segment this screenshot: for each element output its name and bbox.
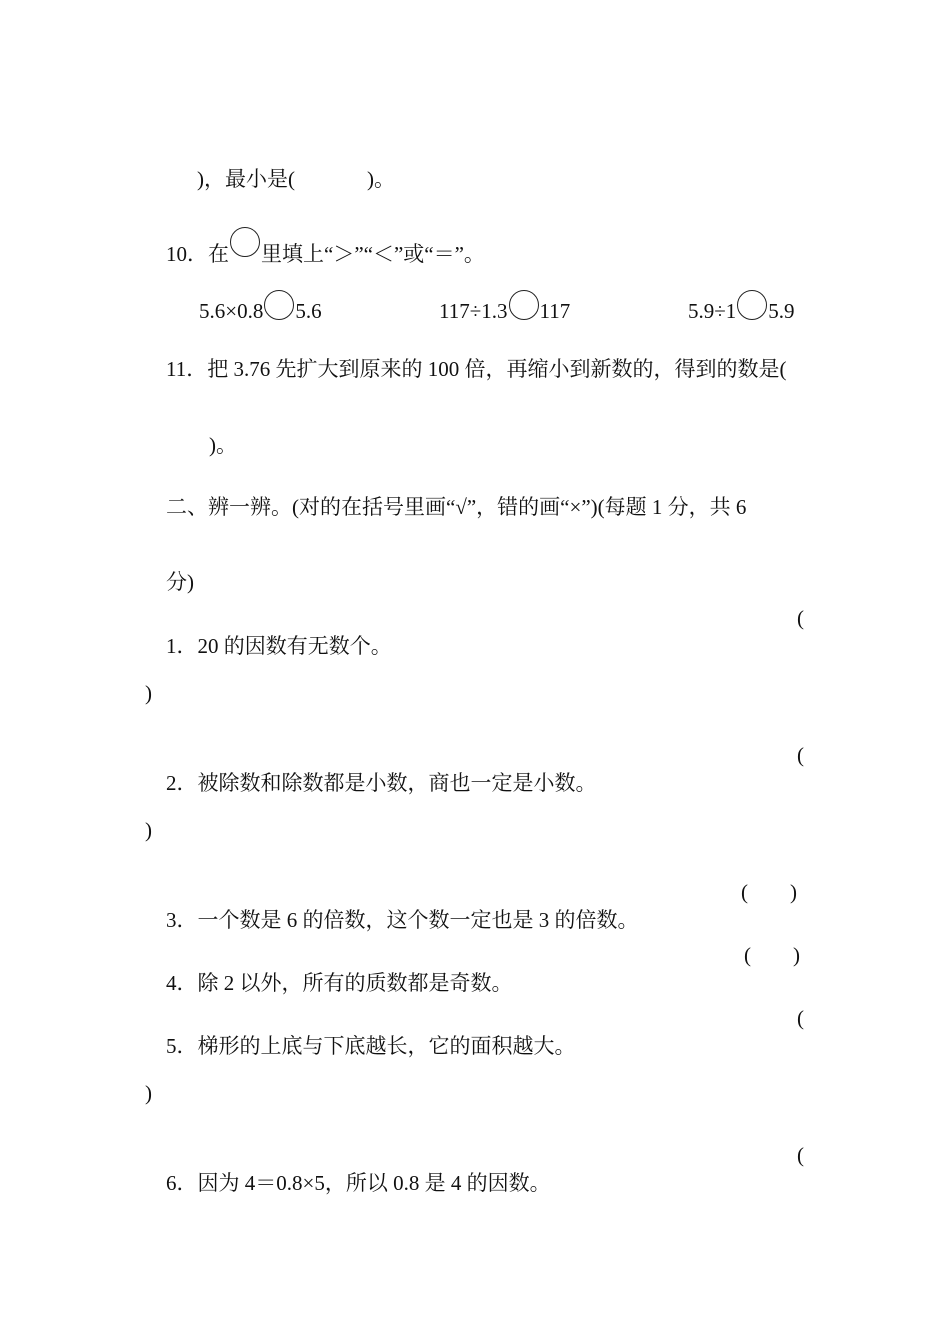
judge-item-6-text: 6．因为 4＝0.8×5，所以 0.8 是 4 的因数。 xyxy=(166,1171,551,1195)
judge-item-2-text: 2．被除数和除数都是小数，商也一定是小数。 xyxy=(166,771,597,795)
comparison-2-right: 117 xyxy=(539,299,571,323)
section-2-text: 二、辨一辨。(对的在括号里画“√”，错的画“×”)(每题 1 分，共 6 xyxy=(166,495,747,519)
answer-bracket-open[interactable]: ( xyxy=(797,743,804,767)
comparison-2-left: 117÷1.3 xyxy=(439,299,508,323)
q11-text: 11．把 3.76 先扩大到原来的 100 倍，再缩小到新数的，得到的数是( xyxy=(166,357,787,381)
judge-item-2 xyxy=(145,741,597,825)
answer-bracket-close: ) xyxy=(145,818,152,842)
q10-number: 10． xyxy=(166,242,208,266)
q9-text-b: )。 xyxy=(367,167,395,191)
judge-item-1 xyxy=(145,604,392,688)
answer-bracket-close: ) xyxy=(145,1081,152,1105)
comparison-3-left: 5.9÷1 xyxy=(688,299,737,323)
comparison-3-right: 5.9 xyxy=(768,299,795,323)
section-2-heading xyxy=(145,465,746,549)
answer-bracket-open[interactable]: ( xyxy=(797,1006,804,1030)
q10-text-pre: 在 xyxy=(208,242,229,266)
judge-item-1-text: 1．20 的因数有无数个。 xyxy=(166,634,392,658)
judge-item-6 xyxy=(145,1141,551,1225)
q10-text-post: 里填上“＞”“＜”或“＝”。 xyxy=(261,242,485,266)
compare-circle-icon[interactable] xyxy=(737,290,767,320)
comparison-1-right: 5.6 xyxy=(295,299,322,323)
q9-text-a: )，最小是( xyxy=(197,167,295,191)
judge-item-4-text: 4．除 2 以外，所有的质数都是奇数。 xyxy=(166,971,513,995)
q11-line xyxy=(145,327,786,411)
comparison-1-left: 5.6×0.8 xyxy=(199,299,264,323)
answer-bracket[interactable]: ( ) xyxy=(744,943,800,967)
judge-item-5 xyxy=(145,1004,576,1088)
q11-tail-text: )。 xyxy=(209,433,237,457)
section-2-tail-text: 分) xyxy=(166,570,194,594)
compare-circle-icon[interactable] xyxy=(509,290,539,320)
answer-bracket-open[interactable]: ( xyxy=(797,606,804,630)
compare-circle-icon xyxy=(230,227,260,257)
answer-bracket[interactable]: ( ) xyxy=(741,880,797,904)
judge-item-3-text: 3．一个数是 6 的倍数，这个数一定也是 3 的倍数。 xyxy=(166,908,639,932)
answer-bracket-close: ) xyxy=(145,681,152,705)
answer-bracket-open[interactable]: ( xyxy=(797,1143,804,1167)
judge-item-5-text: 5．梯形的上底与下底越长，它的面积越大。 xyxy=(166,1034,576,1058)
compare-circle-icon[interactable] xyxy=(264,290,294,320)
